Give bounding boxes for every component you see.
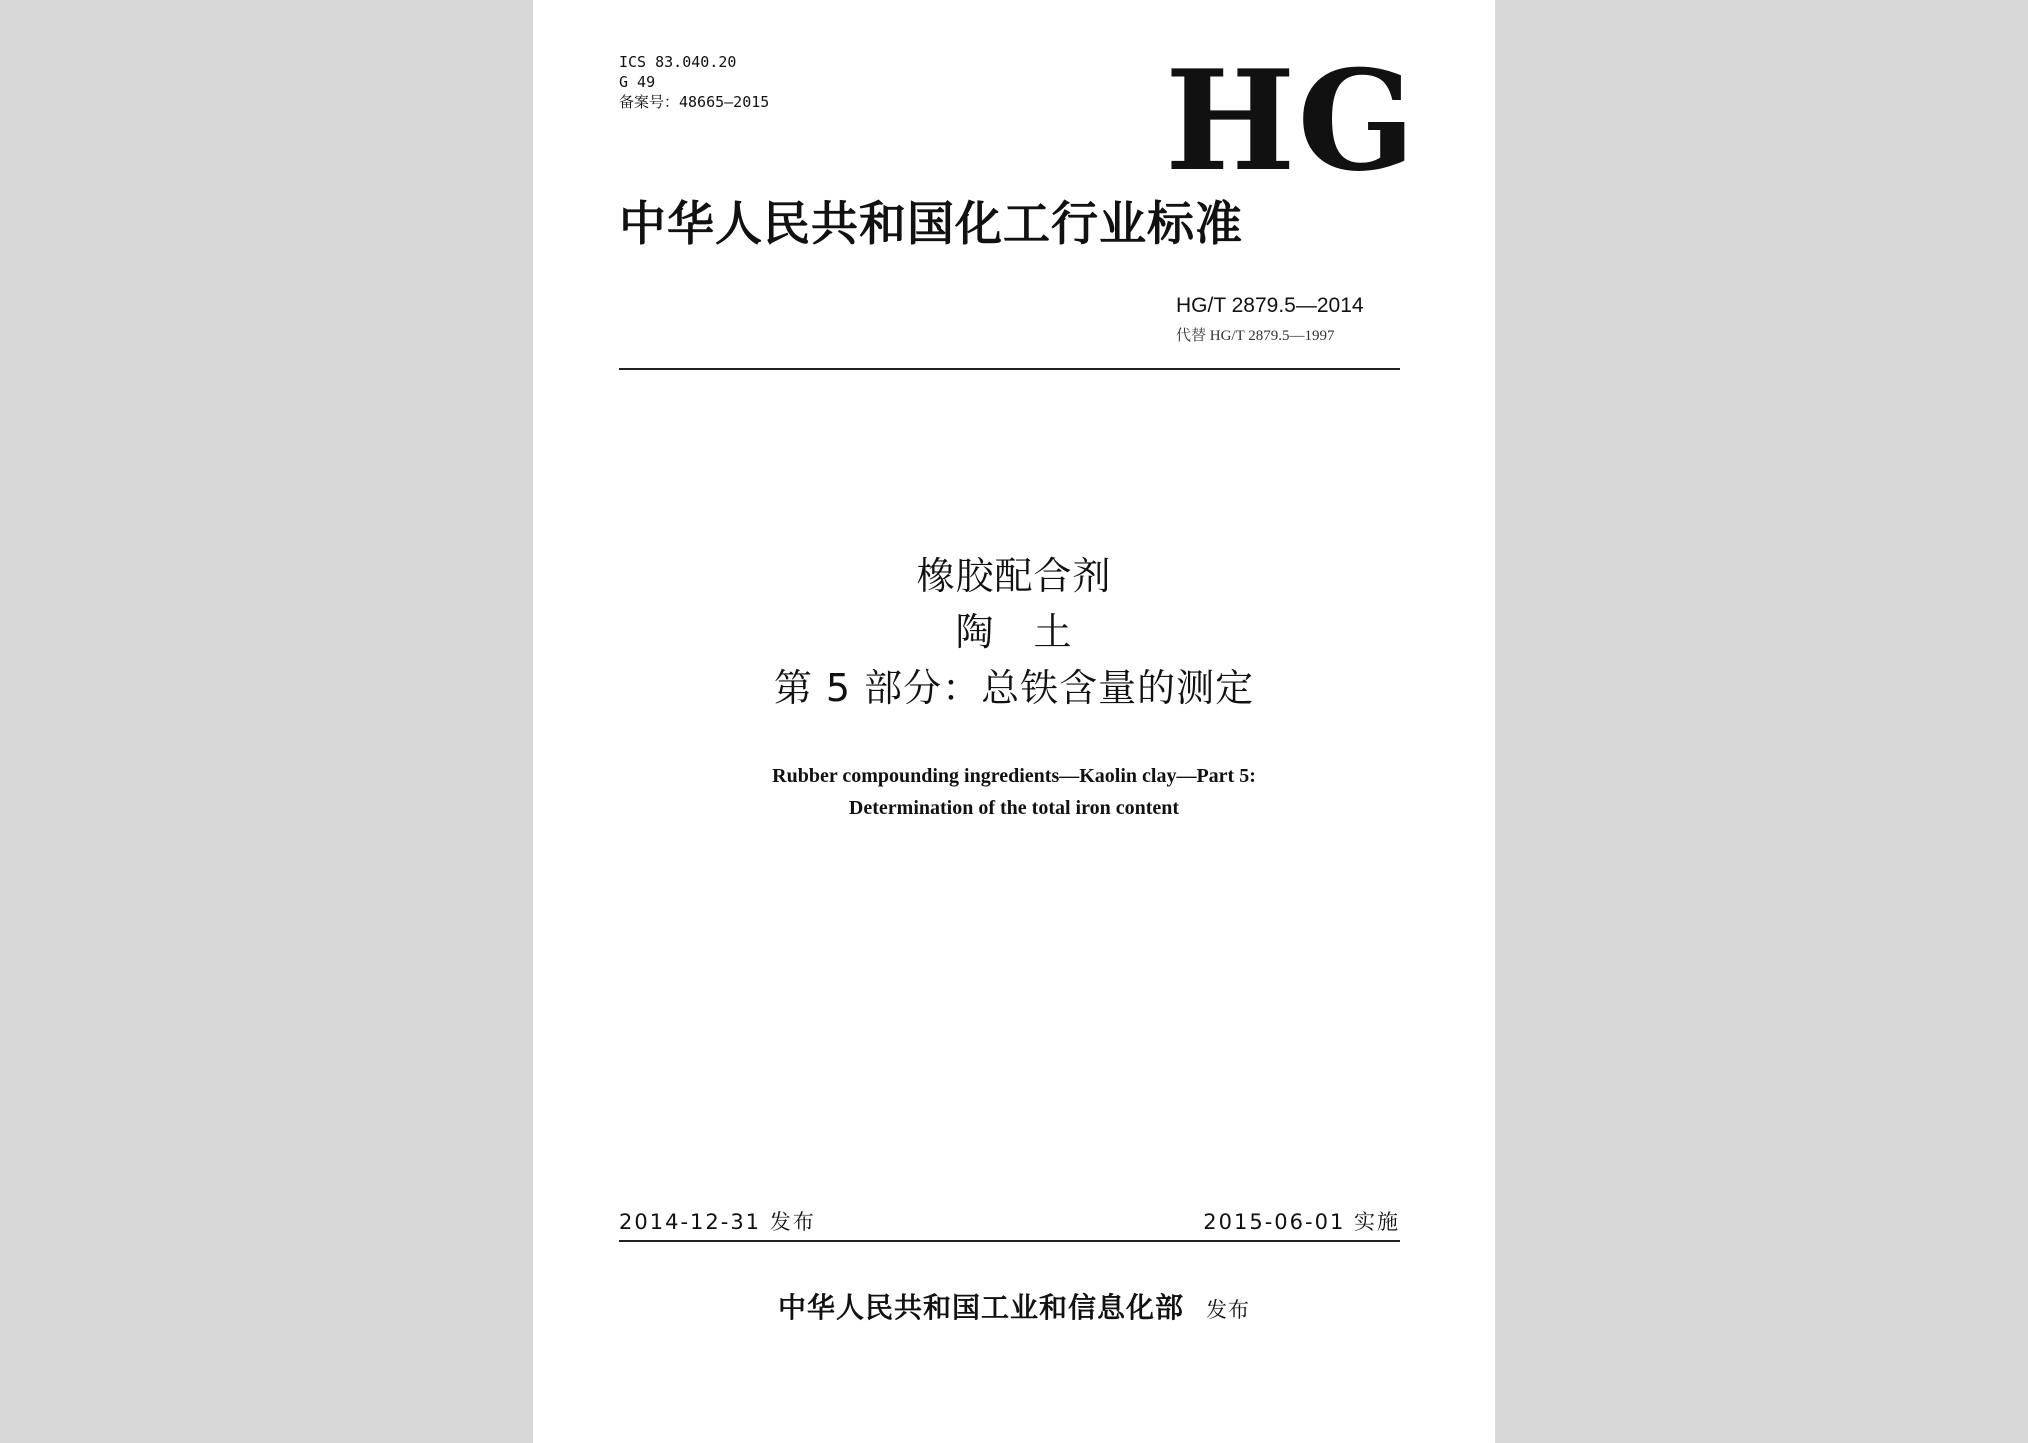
standard-number: HG/T 2879.5—2014	[1176, 294, 1364, 317]
ics-code: ICS 83.040.20	[619, 53, 737, 71]
title-line-2: 陶 土	[955, 610, 1073, 654]
title-en-line-1: Rubber compounding ingredients—Kaolin clay—Part 5:	[772, 765, 1256, 787]
footer-divider	[619, 1240, 1400, 1242]
publisher-name: 中华人民共和国工业和信息化部	[777, 1291, 1184, 1324]
classification-block	[619, 52, 769, 112]
title-line-1: 橡胶配合剂	[916, 554, 1112, 598]
title-en-line-2: Determination of the total iron content	[848, 797, 1180, 819]
header-divider	[619, 368, 1400, 370]
filing-number: 备案号：48665—2015	[619, 93, 770, 111]
effective-date: 2015-06-01 实施	[1203, 1210, 1400, 1234]
document-title-zh	[533, 548, 1495, 716]
document-page	[533, 0, 1495, 1443]
standard-category-title: 中华人民共和国化工行业标准	[619, 197, 1243, 252]
title-line-3: 第 5 部分：总铁含量的测定	[773, 666, 1255, 710]
issue-date: 2014-12-31 发布	[619, 1210, 816, 1234]
document-title-en	[533, 760, 1495, 824]
publisher-suffix: 发布	[1206, 1298, 1250, 1322]
publisher-line	[533, 1288, 1495, 1330]
hg-logo: HG	[1165, 39, 1418, 202]
replaces-standard: 代替 HG/T 2879.5—1997	[1176, 328, 1335, 344]
ccs-code: G 49	[619, 73, 656, 91]
